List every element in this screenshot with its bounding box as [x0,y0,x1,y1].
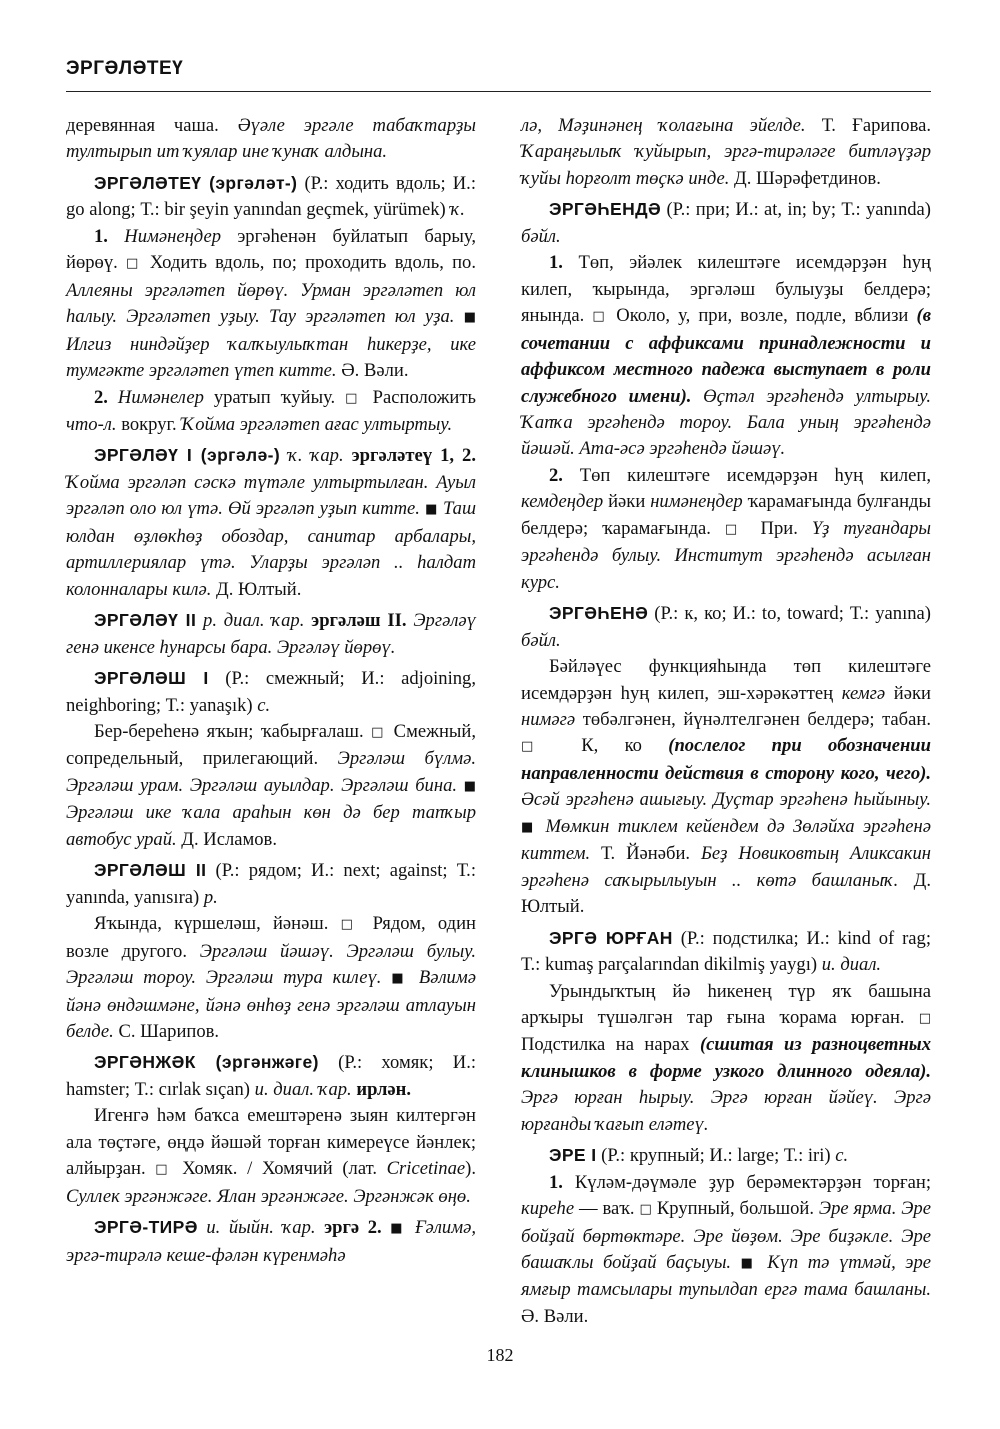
entry-erge-yurgan: ЭРГӘ ЮРҒАН (Р.: подстилка; И.: kind of rag; Т.: kumaş parçalarından dikilmiş yaygı) и. диал. [521,927,932,976]
entry-ergelew-2: ЭРГӘЛӘҮ II р. диал. ҡар. эргәләш II. Эргәләү генә икенсе һунарсы бара. Эргәләү йөрөү. [66,610,476,658]
headword: ЭРГӘЛӘҮ I (эргәлә-) [94,445,281,466]
right-column [521,113,931,1330]
translation-marker-icon: □ [639,1202,653,1218]
citation-marker-icon: ■ [390,1221,407,1237]
continuation-text: лә, Мәҙинәнең ҡолағына эйелде. Т. Ғарипова. Ҡараңғылыҡ ҡуйырып, эргә-тирәләге битләүҙәр ҡуйы һорғолт төҫкә инде. Д. Шәрәфетдинов. [521,115,932,189]
page-number: 182 [486,1345,514,1365]
translation-marker-icon: □ [592,309,609,325]
headword: ЭРГӘ-ТИРӘ [94,1217,198,1238]
citation-marker-icon: ■ [463,778,476,794]
citation-marker-icon: ■ [463,310,476,326]
entry-ere-1: ЭРЕ I (Р.: крупный; И.: large; Т.: iri) с. [549,1145,849,1167]
translation-marker-icon: □ [155,1162,173,1178]
translation-marker-icon: □ [521,739,555,755]
continuation-text: деревянная чаша. Әүәле эргәле табаҡтарҙы тултырып ит ҡуялар ине ҡунаҡ алдына. [66,115,476,163]
translation-marker-icon: □ [371,724,387,740]
entry-ergeletew: ЭРГӘЛӘТЕҮ (эргәләт-) (Р.: ходить вдоль; И.: go along; Т.: bir şeyin yanından geçmek, yürümek) ҡ. [66,172,476,221]
headword: ЭРГӘЛӘШ I [94,668,209,689]
definition: Бәйләүес функцияһында төп килештәге исемдәрҙән һуң килеп, эш-хәрәкәттең кемгә йәки нимәгә төбәлгәнен, йүнәлтелгәнен белдерә; табан. □ К, ко (послелог при обозначении направленности действия в сторону кого, чего). Әсәй эргәһенә ашығыу. Дуҫтар эргәһенә һыйыныу. ■ Мөмкин тиклем кейендем дә Зөләйха эргәһенә киттем. Т. Йәнәби. Беҙ Новиковтың Аликсакин эргәһенә саҡырылыуын .. көтә башланыҡ. Д. Юлтый. [521,656,932,918]
definition: Яҡында, күршеләш, йәнәш. □ Рядом, один возле другого. Эргәләш йәшәү. Эргәләш булыу. Эргәләш тороу. Эргәләш тура килеү. ■ Вәлимә йәнә өндәшмәне, йәнә өнһөҙ генә эргәләш атлауын белде. С. Шарипов. [66,913,476,1042]
entry-ergelesh-2: ЭРГӘЛӘШ II (Р.: рядом; И.: next; against; Т.: yanında, yanısıra) р. [66,860,477,908]
headword: ЭРГӘҺЕНӘ [549,603,649,624]
entry-ergenzhek: ЭРГӘНЖӘК (эргәнжәге) (Р.: хомяк; И.: hamster; Т.: cırlak sıçan) и. диал. ҡар. ирлән. [66,1052,477,1100]
headword: ЭРГӘЛӘТЕҮ (эргәләт-) [94,172,298,193]
entry-ergelesh-1: ЭРГӘЛӘШ I (Р.: смежный; И.: adjoining, neighboring; Т.: yanaşık) с. [66,668,476,716]
header-rule [66,91,931,92]
sense-2: 2. Төп килештәге исемдәрҙән һуң килеп, кемдеңдер йәки нимәнеңдер ҡарамағында булғанды белдерә; ҡарамағында. □ При. Үҙ туғандары эргәһендә булыу. Институт эргәһендә асылған курс. [521,464,931,593]
headword: ЭРЕ I [549,1145,597,1166]
sense-1: 1. Күләм-дәүмәле ҙур берәмектәрҙән торған; киреһе — ваҡ. □ Крупный, большой. Эре ярма. Эре бойҙай бөртөктәре. Эре йөҙөм. Эре биҙәкле. Эре башаҡлы бойҙай баҫыуы. ■ Күп тә үтмәй, эре ямғыр тамсылары тупылдап ергә тама башланы. Ә. Вәли. [521,1171,931,1327]
translation-marker-icon: □ [724,521,747,537]
running-head: ЭРГӘЛӘТЕҮ [66,58,184,79]
headword: ЭРГӘЛӘҮ II [94,610,197,631]
headword: ЭРГӘНЖӘК (эргәнжәге) [94,1052,319,1073]
citation-marker-icon: ■ [740,1256,758,1272]
sense-1: 1. Нимәнеңдер эргәһенән буйлатып барыу, йөрөү. □ Ходить вдоль, по; проходить вдоль, по. Аллеяны эргәләтеп йөрөү. Урман эргәләтеп юл һалыу. Эргәләтеп уҙыу. Тау эргәләтеп юл уҙа. ■ Илгиз ниндәйҙер ҡалҡыулыҡтан һикерҙе, ике тумгәкте эргәләтеп үтеп китте. Ә. Вәли. [66,225,477,382]
entry-ergehene: ЭРГӘҺЕНӘ (Р.: к, ко; И.: to, toward; Т.: yanına) бәйл. [521,603,931,651]
citation-marker-icon: ■ [391,971,409,987]
translation-marker-icon: □ [918,1010,931,1026]
sense-1: 1. Төп, эйәлек килештәге исемдәрҙән һуң килеп, ҡырында, эргәләш булыуҙы белдерә; янында. □ Около, у, при, возле, подле, вблизи (в сочетании с аффиксами принадлежности и аффиксом местного падежа выступает в роли служебного имени). Өҫтәл эргәһендә ултырыу. Ҡапҡа эргәһендә тороу. Бала уның эргәһендә йәшәй. Ата-әсә эргәһендә йәшәү. [521,252,932,460]
translation-marker-icon: □ [340,917,361,933]
definition: Игенгә һәм баҡса емештәренә зыян килтергән ала төҫтәге, өңдә йәшәй торған кимереүсе йәнлек; алйырҙан. □ Хомяк. / Хомячий (лат. Cricetinae). Суллек эргәнжәге. Ялан эргәнжәге. Эргәнжәк өңө. [66,1105,476,1207]
entry-ergehende: ЭРГӘҺЕНДӘ (Р.: при; И.: at, in; by; Т.: yanında) бәйл. [521,199,931,247]
definition: Бер-береһенә яҡын; ҡабырғалаш. □ Смежный, сопредельный, прилегающий. Эргәләш бүлмә. Эргәләш урам. Эргәләш ауылдар. Эргәләш бина. ■ Эргәләш ике ҡала араһын көн дә бер тапҡыр автобус урай. Д. Исламов. [66,720,477,850]
translation-marker-icon: □ [125,256,142,272]
entry-ergelew-1: ЭРГӘЛӘҮ I (эргәлә-) ҡ. ҡар. эргәләтеү 1, 2. Ҡойма эргәләп сәскә түтәле ултыртылған. Ауыл эргәләп оло юл үтә. Өй эргәләп уҙып китте. ■ Таш юлдан өҙлөкһөҙ обоздар, санитар арбалары, артиллериялар үтә. Уларҙы эргәләп .. һалдат колонналары килә. Д. Юлтый. [66,445,476,600]
translation-marker-icon: □ [345,390,363,406]
headword: ЭРГӘЛӘШ II [94,860,207,881]
left-column [66,113,476,1269]
definition: Урындыҡтың йә һикенең түр яҡ башына арҡыры түшәлгән тар ғына ҡорама юрған. □ Подстилка на нарах (сшитая из разноцветных клинышков в форме узкого длинного одеяла). Эргә юрған һырыу. Эргә юрған йәйеү. Эргә юрғанды ҡағып еләтеү. [521,980,931,1135]
sense-2: 2. Нимәнелер уратып ҡуйыу. □ Расположить что-л. вокруг. Ҡойма эргәләтеп ағас ултыртыу. [66,386,476,435]
headword: ЭРГӘ ЮРҒАН [549,927,673,948]
headword: ЭРГӘҺЕНДӘ [549,199,662,220]
citation-marker-icon: ■ [425,502,438,518]
entry-erge-tire: ЭРГӘ-ТИРӘ и. йыйн. ҡар. эргә 2. ■ Ғәлимә, эргә-тирәлә кеше-фәлән күренмәһә [66,1217,476,1266]
citation-marker-icon: ■ [521,819,538,835]
